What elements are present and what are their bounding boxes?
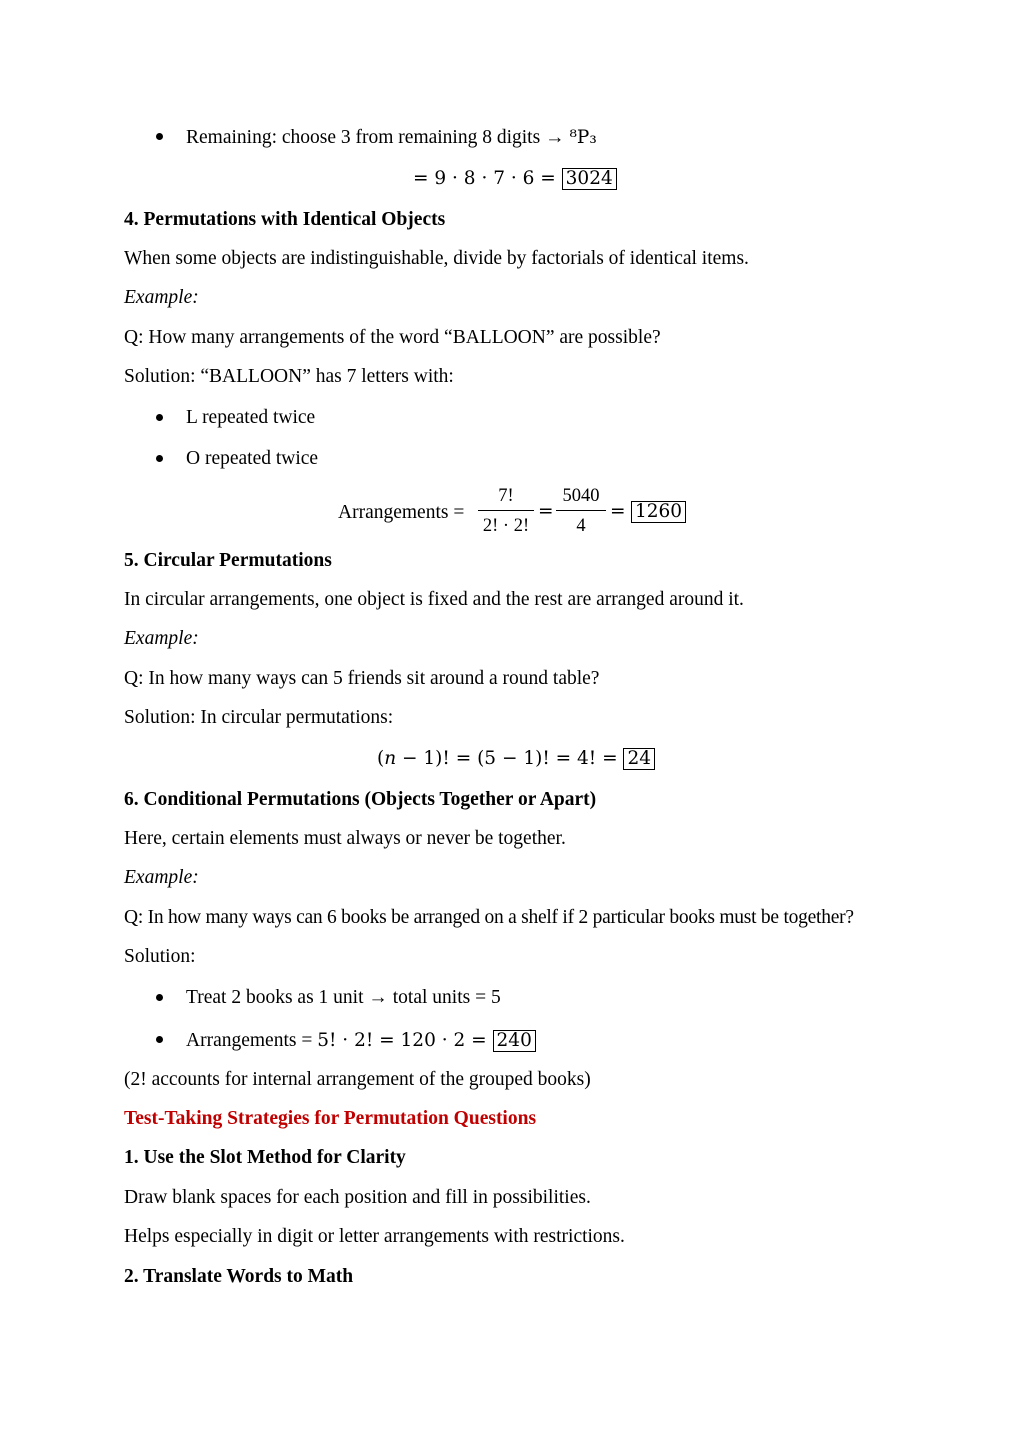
section-6-bullet-treat: Treat 2 books as 1 unit → total units = 5 xyxy=(186,987,501,1008)
bullet-remaining xyxy=(186,128,597,148)
section-6-note: (2! accounts for internal arrangement of the grouped books) xyxy=(124,1069,591,1090)
section-5-example-label: Example: xyxy=(124,628,199,649)
section-6-solution: Solution: xyxy=(124,946,196,967)
section-6-example-label: Example: xyxy=(124,867,199,888)
fraction-denominator: 2! · 2! xyxy=(482,515,530,536)
fraction-denominator: 4 xyxy=(576,515,586,536)
arrangements-math: 5! · 2! = 120 · 2 = xyxy=(317,1030,493,1051)
section-5-heading: 5. Circular Permutations xyxy=(124,550,332,571)
perm-symbol: ⁸P₃ xyxy=(569,127,597,148)
bullet-remaining-text: Remaining: choose 3 from remaining 8 digits → xyxy=(186,127,570,148)
fraction-5040-over-4 xyxy=(556,487,606,535)
strategy-1-heading: 1. Use the Slot Method for Clarity xyxy=(124,1147,406,1168)
section-4-question: Q: How many arrangements of the word “BALLOON” are possible? xyxy=(124,327,661,348)
strategy-1-line-2: Helps especially in digit or letter arrangements with restrictions. xyxy=(124,1226,625,1247)
boxed-result-24: 24 xyxy=(623,748,655,770)
strategy-1-line-1: Draw blank spaces for each position and fill in possibilities. xyxy=(124,1187,591,1208)
section-4-intro: When some objects are indistinguishable, divide by factorials of identical items. xyxy=(124,248,749,269)
section-4-bullet-l: L repeated twice xyxy=(186,407,316,428)
circular-equation xyxy=(377,748,655,770)
bullet-dot xyxy=(156,994,163,1001)
boxed-result-1260-value: 1260 xyxy=(631,501,686,523)
strategies-heading: Test-Taking Strategies for Permutation Questions xyxy=(124,1108,537,1129)
bullet-dot xyxy=(156,133,163,140)
bullet-dot xyxy=(156,455,163,462)
section-4-example-label: Example: xyxy=(124,287,199,308)
equation-3024 xyxy=(413,168,617,190)
circular-equation-expr: (𝑛 − 1)! = (5 − 1)! = 4! = xyxy=(377,748,624,769)
fraction-numerator: 5040 xyxy=(562,486,600,506)
bullet-dot xyxy=(156,1036,163,1043)
section-6-intro: Here, certain elements must always or never be together. xyxy=(124,828,566,849)
section-6-heading: 6. Conditional Permutations (Objects Together or Apart) xyxy=(124,789,597,810)
section-4-bullet-o: O repeated twice xyxy=(186,448,319,469)
fraction-bar xyxy=(478,510,534,511)
section-4-solution: Solution: “BALLOON” has 7 letters with: xyxy=(124,366,454,387)
equals-sign: = xyxy=(610,501,626,522)
fraction-7-over-2-2 xyxy=(478,487,534,535)
fraction-bar xyxy=(556,510,606,511)
arrangements-label-text: Arrangements = xyxy=(338,502,465,523)
section-5-solution: Solution: In circular permutations: xyxy=(124,707,394,728)
boxed-result-1260 xyxy=(631,501,686,523)
arrangements-label xyxy=(338,503,464,523)
boxed-result-3024: 3024 xyxy=(562,168,617,190)
section-6-question: Q: In how many ways can 6 books be arranged on a shelf if 2 particular books must be together? xyxy=(124,907,854,928)
boxed-result-240: 240 xyxy=(493,1030,536,1052)
equation-3024-expr: = 9 · 8 · 7 · 6 = xyxy=(413,168,562,189)
fraction-numerator: 7! xyxy=(498,486,514,506)
section-6-bullet-arrangements xyxy=(186,1030,536,1052)
strategy-2-heading: 2. Translate Words to Math xyxy=(124,1266,354,1287)
section-4-heading: 4. Permutations with Identical Objects xyxy=(124,209,446,230)
equals-sign: = xyxy=(538,501,554,522)
bullet-dot xyxy=(156,414,163,421)
section-5-question: Q: In how many ways can 5 friends sit around a round table? xyxy=(124,668,600,689)
section-5-intro: In circular arrangements, one object is fixed and the rest are arranged around it. xyxy=(124,589,744,610)
arrangements-text: Arrangements = xyxy=(186,1030,318,1051)
